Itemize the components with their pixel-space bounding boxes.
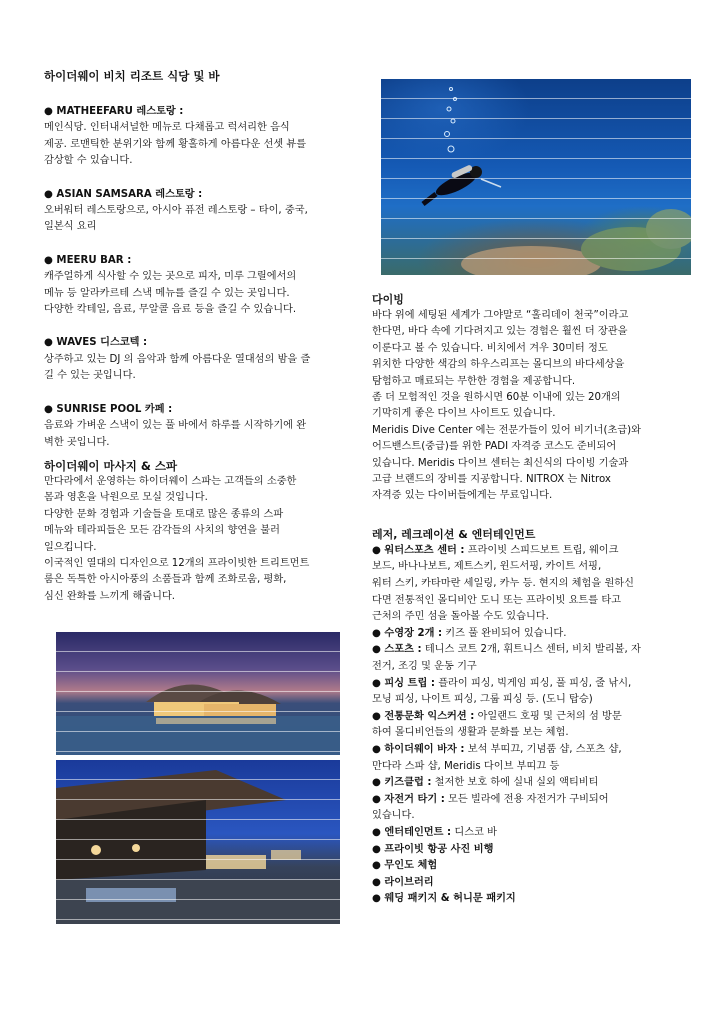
diving-line: Meridis Dive Center 에는 전문가들이 있어 비기너(초급)와 — [372, 424, 641, 436]
spa-line: 메뉴와 테라피들은 모든 감각들의 사치의 향연을 불러 — [44, 525, 280, 537]
recreation-title: 레저, 레크레이션 & 엔터테인먼트 — [372, 527, 536, 541]
recreation-section — [372, 527, 684, 908]
venue-line: 음료와 가벼운 스낵이 있는 풀 바에서 하루를 시작하기에 완 — [44, 420, 307, 432]
recreation-item-cont: 하여 몰디비언들의 생활과 문화를 보는 체험. — [372, 727, 569, 739]
spa-line: 일으킵니다. — [44, 541, 97, 553]
spa-line: 몸과 영혼을 낙원으로 모실 것입니다. — [44, 492, 208, 504]
diving-line: 바다 위에 세팅된 세계가 그야말로 “홀리데이 천국”이라고 — [372, 310, 629, 321]
spa-line: 다양한 문화 경험과 기술들을 토대로 많은 종류의 스파 — [44, 508, 284, 520]
recreation-item: ● 무인도 체험 — [372, 860, 438, 872]
diving-line: 기막히게 좋은 다이브 사이트도 있습니다. — [372, 408, 556, 420]
diving-line: 위치한 다양한 색감의 하우스리프는 몰디브의 바다세상을 — [372, 359, 625, 371]
venue-line: 상주하고 있는 DJ 의 음악과 함께 아름다운 열대섬의 밤을 즐 — [44, 353, 311, 365]
venue-line: 오버워터 레스토랑으로, 아시아 퓨전 레스토랑 – 타이, 중국, — [44, 205, 308, 217]
spa-section — [44, 458, 354, 605]
diving-title: 다이빙 — [372, 293, 404, 306]
venue-name: ● MEERU BAR : — [44, 254, 132, 266]
venue-name: ● MATHEEFARU 레스토랑 : — [44, 106, 184, 117]
recreation-item: ● 웨딩 패키지 & 허니문 패키지 — [372, 893, 516, 905]
spa-title: 하이더웨이 마사지 & 스파 — [44, 458, 178, 473]
diving-photo — [381, 79, 691, 275]
venue-matheefaru — [44, 104, 354, 170]
recreation-item: ● 스포츠 : 테니스 코트 2개, 휘트니스 센터, 비치 발리볼, 자 — [372, 644, 641, 656]
recreation-item-cont: 모닝 피싱, 나이트 피싱, 그룹 피싱 등. (도니 탑승) — [372, 694, 593, 706]
venue-meeru-bar — [44, 253, 354, 319]
spa-line: 이국적인 열대의 디자인으로 12개의 프라이빗한 트리트먼트 — [44, 557, 310, 569]
spa-building-photo — [56, 632, 340, 755]
venue-line: 다양한 칵테일, 음료, 무알콜 음료 등을 즐길 수 있습니다. — [44, 304, 297, 316]
venue-line: 길 수 있는 곳입니다. — [44, 370, 136, 382]
diving-line: 좀 더 모험적인 것을 원하시면 60분 이내에 있는 20개의 — [372, 392, 621, 404]
recreation-item: ● 전통문화 익스커션 : 아일랜드 호핑 및 근처의 섬 방문 — [372, 710, 622, 722]
recreation-item: ● 엔터테인먼트 : 디스코 바 — [372, 826, 497, 838]
venue-name: ● SUNRISE POOL 카페 : — [44, 403, 173, 415]
venue-name: ● WAVES 디스코텍 : — [44, 337, 148, 349]
villa-night-photo — [56, 760, 340, 924]
venue-line: 캐주얼하게 식사할 수 있는 곳으로 피자, 미루 그릴에서의 — [44, 271, 297, 283]
recreation-item-cont: 보드, 바나나보트, 제트스키, 윈드서핑, 카이트 서핑, — [372, 561, 602, 573]
recreation-item-cont: 전거, 조깅 및 운동 기구 — [372, 661, 477, 673]
recreation-item: ● 키즈클럽 : 철저한 보호 하에 실내 실외 액티비티 — [372, 777, 599, 789]
spa-line: 심신 완화를 느끼게 해줍니다. — [44, 590, 176, 602]
venue-waves — [44, 335, 354, 384]
recreation-item-cont: 워터 스키, 카타마란 세일링, 카누 등. 현지의 체험을 원하신 — [372, 578, 634, 590]
diving-line: 어드밴스트(중급)를 위한 PADI 자격증 코스도 준비되어 — [372, 441, 617, 453]
venue-line: 감상할 수 있습니다. — [44, 155, 133, 167]
recreation-item: ● 하이더웨이 바자 : 보석 부띠끄, 기념품 샵, 스포츠 샵, — [372, 744, 622, 755]
venue-line: 일본식 요리 — [44, 221, 97, 233]
spa-line: 만다라에서 운영하는 하이더웨이 스파는 고객들의 소중한 — [44, 475, 297, 487]
diving-line: 한다면, 바다 속에 기다려지고 있는 경험은 훨씬 더 장관을 — [372, 326, 628, 338]
recreation-item-cont: 만다라 스파 샵, Meridis 다이브 부띠끄 등 — [372, 760, 560, 772]
diving-line: 자격증 있는 다이버들에게는 무료입니다. — [372, 490, 553, 502]
left-column — [44, 68, 354, 605]
venue-asian-samsara — [44, 187, 354, 236]
recreation-item: ● 수영장 2개 : 키즈 풀 완비되어 있습니다. — [372, 627, 567, 639]
recreation-item: ● 워터스포츠 센터 : 프라이빗 스피드보트 트립, 웨이크 — [372, 544, 619, 556]
right-column — [372, 292, 684, 908]
restaurants-title: 하이더웨이 비치 리조트 식당 및 바 — [44, 69, 220, 83]
diving-section — [372, 292, 684, 505]
recreation-item: ● 피싱 트립 : 플라이 피싱, 빅게임 피싱, 풀 피싱, 줄 낚시, — [372, 677, 632, 689]
diving-line: 있습니다. Meridis 다이브 센터는 최신식의 다이빙 기술과 — [372, 457, 629, 469]
spa-line: 룸은 독특한 아시아풍의 소품들과 함께 조화로움, 평화, — [44, 574, 287, 586]
venue-sunrise-pool — [44, 402, 354, 451]
diving-line: 탐험하고 매료되는 무한한 경험을 제공합니다. — [372, 375, 576, 387]
venue-line: 메인식당. 인터내셔널한 메뉴로 다채롭고 럭셔리한 음식 — [44, 122, 290, 134]
recreation-item-cont: 다면 전통적인 몰디비안 도니 또는 프라이빗 요트를 타고 — [372, 594, 622, 606]
recreation-item-cont: 있습니다. — [372, 810, 415, 822]
venue-line: 벽한 곳입니다. — [44, 436, 110, 448]
venue-line: 메뉴 등 알라카르테 스낵 메뉴를 즐길 수 있는 곳입니다. — [44, 287, 290, 299]
diving-line: 이룬다고 볼 수 있습니다. 비치에서 겨우 30미터 정도 — [372, 342, 608, 354]
recreation-item: ● 프라이빗 항공 사진 비행 — [372, 843, 494, 855]
recreation-item: ● 라이브러리 — [372, 876, 434, 888]
venue-line: 제공. 로맨틱한 분위기와 함께 황홀하게 아름다운 선셋 뷰를 — [44, 138, 307, 150]
recreation-item-cont: 근처의 주민 섬을 돌아볼 수도 있습니다. — [372, 611, 549, 623]
diving-line: 고급 브랜드의 장비를 지공합니다. NITROX 는 Nitrox — [372, 474, 611, 486]
recreation-item: ● 자전거 타기 : 모든 빌라에 전용 자전거가 구비되어 — [372, 793, 609, 805]
venue-name: ● ASIAN SAMSARA 레스토랑 : — [44, 188, 203, 200]
